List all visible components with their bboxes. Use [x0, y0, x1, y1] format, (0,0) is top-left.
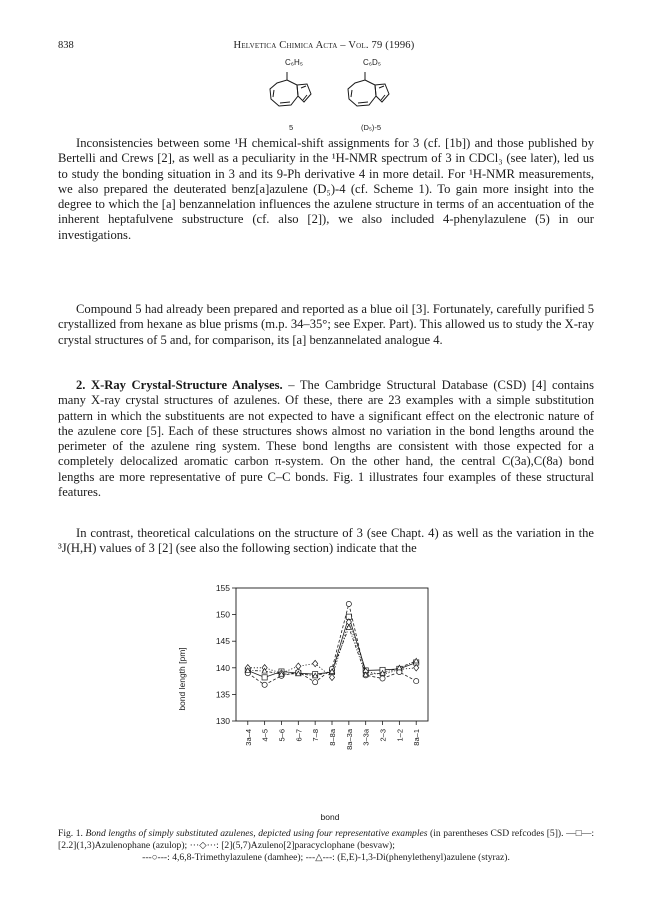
- y-tick-label: 150: [215, 609, 230, 620]
- journal-title: Helvetica Chimica Acta – Vol. 79 (1996): [233, 40, 415, 51]
- structure-row: [0, 58, 648, 132]
- phenylazulene-drawing: [256, 72, 316, 118]
- section-heading: 2. X-Ray Crystal-Structure Analyses.: [76, 378, 283, 392]
- legend-entry-besvaw: [2](5,7)Azuleno[2]paracyclophane (besvaw);: [221, 840, 395, 851]
- x-tick-label: 8–8a: [328, 729, 337, 746]
- structure-d5-5: [334, 58, 434, 132]
- legend-key-damhee: ---○---:: [142, 852, 170, 863]
- x-tick-label: 3–3a: [361, 729, 371, 746]
- plot-frame: [236, 588, 428, 721]
- caption-after-title: (in parentheses CSD refcodes [5]).: [430, 828, 564, 839]
- figure-caption: [58, 828, 594, 864]
- x-tick-label: 6–7: [294, 729, 304, 742]
- x-tick-label: 5–6: [277, 729, 287, 742]
- paragraph-2: [58, 302, 594, 348]
- legend-key-besvaw: ···◇···:: [189, 840, 219, 851]
- caption-lead: Fig. 1.: [58, 828, 83, 839]
- paragraph-3-text: – The Cambridge Structural Database (CSD) [4] contains many X-ray crystal structures of azulenes. Of these, there are 23 examples with a simple substitution pattern in which the substituents are not expected to have a significant effect on the electronic nature of the azulene core [5]. Each of these structures shows almost no variation in the bond lengths around the perimeter of the azulene ring system. These bond lengths are consistent with those expected for a completely delocalized aromatic carbon π-system. On the other hand, the central C(3a),C(8a) bond lengths are more representative of pure C–C bonds. Fig. 1 illustrates four examples of these structural features.: [58, 378, 594, 500]
- legend-key-styraz: ---△---:: [305, 852, 335, 863]
- legend-entry-azulop: [2.2](1,3)Azulenophane (azulop);: [58, 840, 188, 851]
- paragraph-1: [58, 136, 594, 243]
- y-tick-label: 130: [215, 716, 230, 726]
- y-tick-label: 155: [215, 583, 230, 593]
- structure-d5-5-substituent: C₆D₅: [363, 58, 382, 67]
- data-point: [397, 669, 402, 674]
- x-tick-label: 8a–1: [412, 729, 422, 746]
- y-axis-label: bond length [pm]: [177, 647, 187, 711]
- y-tick-label: 140: [215, 662, 230, 673]
- x-tick-label: 8a–3a: [344, 729, 354, 750]
- data-point: [380, 676, 385, 681]
- paragraph-1-text: Inconsistencies between some ¹H chemical-shift assignments for 3 (cf. [1b]) and those published by Bertelli and Crews [2], as well as a peculiarity in the ¹H-NMR spectrum of 3 in CDCl₃ (see later), led us to study the bonding situation in 3 and its 9-Ph derivative 4 in more detail. For ¹H-NMR measurements, we also prepared the deuterated benz[a]azulene (D₅)-4 (cf. Scheme 1). To gain more insight into the degree to which the [a] benzannelation influences the azulene structure in terms of an accentuation of the inherent heptafulvene substructure (cf. also [2]), we also included 4-phenylazulene (5) in our investigations.: [58, 136, 594, 242]
- legend-entry-styraz: (E,E)-1,3-Di(phenylethenyl)azulene (styraz).: [337, 852, 510, 863]
- data-point: [313, 660, 318, 666]
- legend-entry-damhee: 4,6,8-Trimethylazulene (damhee);: [172, 852, 304, 863]
- data-point: [414, 665, 419, 671]
- data-point: [296, 663, 301, 669]
- caption-title: Bond lengths of simply substituted azulenes, depicted using four representative examples: [85, 828, 428, 839]
- data-point: [329, 674, 334, 680]
- x-axis-label: bond: [320, 812, 340, 822]
- paragraph-2-text: Compound 5 had already been prepared and reported as a blue oil [3]. Fortunately, carefully purified 5 crystallized from hexane as blue prisms (m.p. 34–35°; see Exper. Part). This allowed us to study the X-ray crystal structures of 5 and, for comparison, its [a] benzannelated analogue 4.: [58, 302, 594, 347]
- caption-line-2: [58, 852, 594, 864]
- deuterated-phenylazulene-drawing: [334, 72, 394, 118]
- structure-5-substituent: C₆H₅: [285, 58, 304, 67]
- x-tick-label: 7–8: [311, 729, 321, 742]
- y-tick-label: 135: [215, 689, 230, 700]
- page-number: 838: [58, 40, 74, 51]
- y-tick-label: 145: [215, 636, 230, 647]
- caption-line-1: [58, 828, 594, 852]
- paragraph-4: [58, 526, 594, 557]
- data-point: [262, 675, 267, 680]
- x-tick-label: 4–5: [260, 729, 270, 742]
- bond-length-chart: [170, 570, 480, 805]
- data-point: [313, 680, 318, 685]
- page-header: [58, 40, 590, 54]
- x-tick-label: 2–3: [378, 729, 388, 742]
- legend-key-azulop: —□—:: [566, 828, 595, 839]
- data-point: [262, 682, 267, 687]
- x-tick-label: 3a–4: [243, 729, 253, 746]
- compound-label-d5-5: (D₅)-5: [361, 123, 382, 132]
- data-point: [346, 601, 351, 606]
- paragraph-3-body: [58, 378, 594, 500]
- paragraph-4-text: In contrast, theoretical calculations on the structure of 3 (see Chapt. 4) as well as the variation in the ³J(H,H) values of 3 [2] (see also the following section) indicate that the: [58, 526, 594, 556]
- compound-label-5: 5: [289, 123, 294, 132]
- x-tick-label: 1–2: [395, 729, 405, 742]
- data-point: [414, 679, 419, 684]
- paragraph-3: [58, 378, 594, 500]
